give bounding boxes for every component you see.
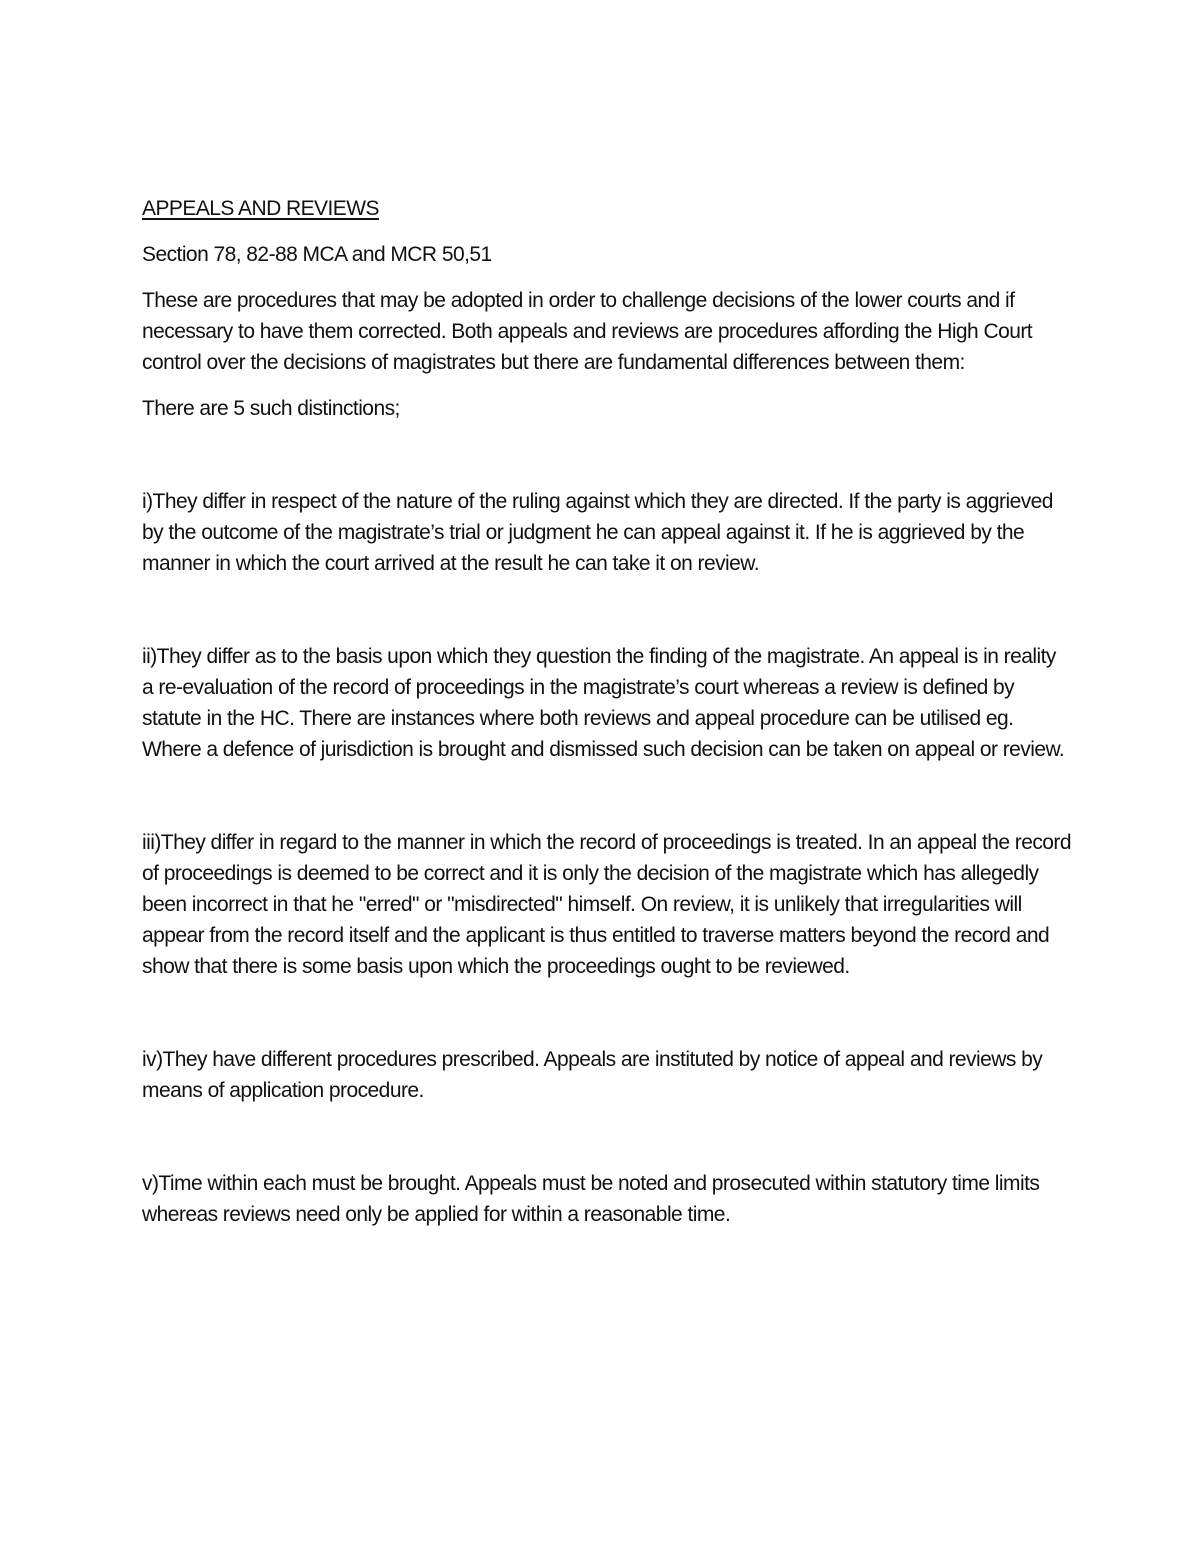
distinction-point-4: iv)They have different procedures prescribed. Appeals are instituted by notice of appeal and reviews by means of application procedure. <box>142 1048 1043 1102</box>
distinction-point-5: v)Time within each must be brought. Appeals must be noted and prosecuted within statutory time limits whereas reviews need only be applied for within a reasonable time. <box>142 1172 1040 1226</box>
intro-paragraph: These are procedures that may be adopted in order to challenge decisions of the lower courts and if necessary to have them corrected. Both appeals and reviews are procedures affording the High Court control over the decisions of magistrates but there are fundamental differences between them: <box>142 289 1033 374</box>
distinction-point-2: ii)They differ as to the basis upon which they question the finding of the magistrate. An appeal is in reality a re-evaluation of the record of proceedings in the magistrate’s court whereas a review is defined by statute in the HC. There are instances where both reviews and appeal procedure can be utilised eg. Where a defence of jurisdiction is brought and dismissed such decision can be taken on appeal or review. <box>142 645 1065 761</box>
distinction-point-3: iii)They differ in regard to the manner in which the record of proceedings is treated. In an appeal the record of proceedings is deemed to be correct and it is only the decision of the magistrate which has allegedly been incorrect in that he "erred" or "misdirected" himself. On review, it is unlikely that irregularities will appear from the record itself and the applicant is thus entitled to traverse matters beyond the record and show that there is some basis upon which the proceedings ought to be reviewed. <box>142 831 1072 978</box>
document-body <box>142 193 1072 1230</box>
document-title: APPEALS AND REVIEWS <box>142 197 379 220</box>
statutory-reference: Section 78, 82-88 MCA and MCR 50,51 <box>142 243 492 266</box>
distinction-point-1: i)They differ in respect of the nature of the ruling against which they are directed. If the party is aggrieved by the outcome of the magistrate’s trial or judgment he can appeal against it. If he is aggrieved by the manner in which the court arrived at the result he can take it on review. <box>142 490 1053 575</box>
distinctions-lead: There are 5 such distinctions; <box>142 397 400 420</box>
